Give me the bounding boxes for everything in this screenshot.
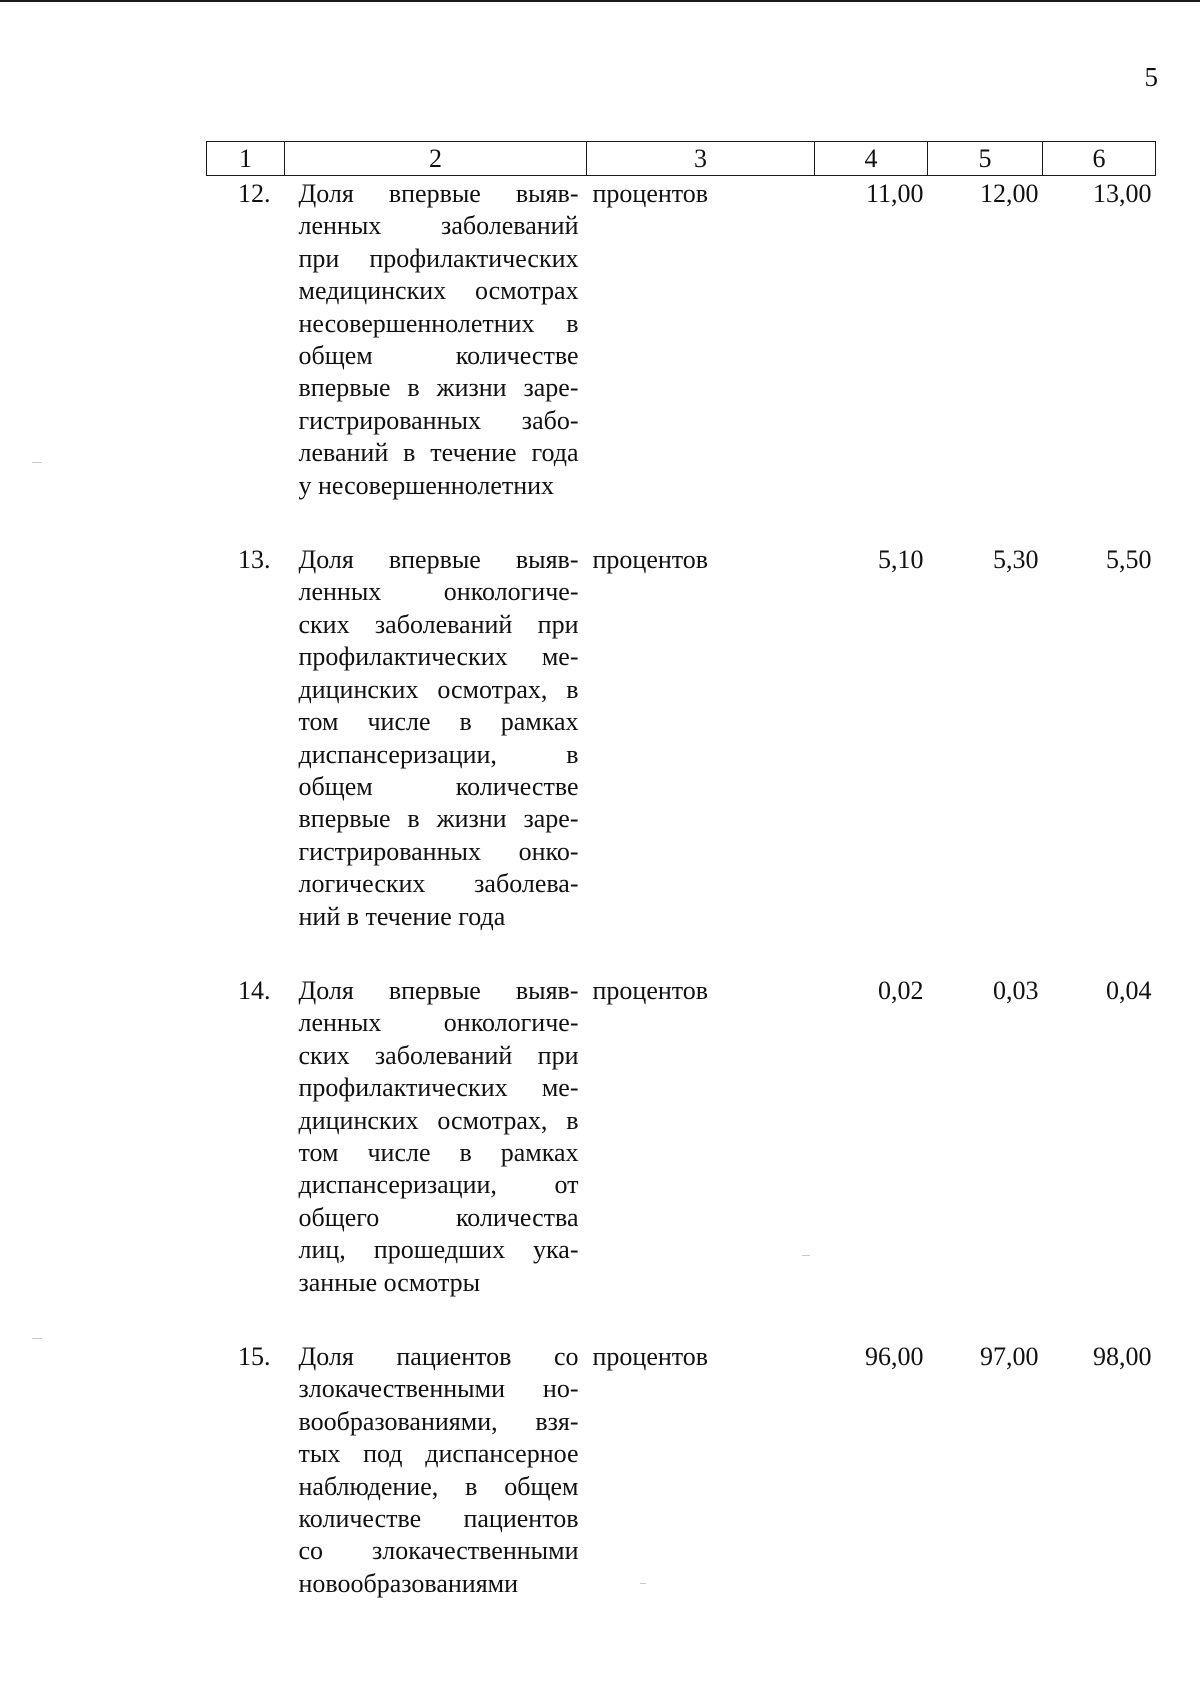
header-col-4: 4 — [815, 142, 928, 176]
header-row — [207, 142, 1156, 176]
description-line: новообразованиями — [298, 1568, 519, 1598]
header-col-5: 5 — [928, 142, 1043, 176]
description-line: Доля впервые выяв- — [298, 545, 579, 575]
description-line: со злокачественными — [298, 1536, 579, 1566]
description-line: логических заболева- — [298, 869, 579, 899]
row-value-col-4: 96,00 — [865, 1342, 924, 1371]
row-unit: процентов — [592, 179, 709, 208]
description-line: ленных онкологиче- — [298, 577, 579, 607]
scan-speck — [32, 462, 42, 463]
row-value-col-6: 0,04 — [1106, 975, 1152, 1005]
row-description — [285, 176, 587, 543]
scan-speck — [32, 1338, 42, 1339]
table-row — [207, 542, 1156, 973]
row-value-col-5: 5,30 — [993, 545, 1039, 575]
row-unit: процентов — [592, 975, 709, 1005]
row-unit: процентов — [592, 545, 709, 575]
description-line: Доля впервые выяв- — [298, 975, 579, 1005]
description-line: наблюдение, в общем — [298, 1471, 579, 1501]
table-body — [207, 176, 1156, 1601]
row-value-col-6: 13,00 — [1093, 179, 1152, 208]
description-line: у несовершеннолетних — [298, 470, 555, 500]
table-row — [207, 1339, 1156, 1600]
description-line: количестве пациентов — [298, 1504, 579, 1534]
row-description — [285, 1339, 587, 1600]
description-line: тых под диспансерное — [298, 1439, 579, 1469]
table-header — [207, 142, 1156, 176]
table-row — [207, 176, 1156, 543]
description-line: диспансеризации, от — [298, 1170, 579, 1200]
row-value-col-6: 5,50 — [1106, 545, 1152, 575]
description-line: злокачественными но- — [298, 1374, 579, 1404]
description-line: ний в течение года — [298, 901, 506, 931]
indicators-table — [206, 141, 1156, 1600]
description-line: ских заболеваний при — [298, 1040, 579, 1070]
description-line: общем количестве — [298, 341, 579, 371]
description-line: медицинских осмотрах — [298, 276, 579, 306]
description-line: при профилактических — [298, 243, 579, 273]
description-line: ских заболеваний при — [298, 609, 579, 639]
description-line: впервые в жизни заре- — [298, 804, 579, 834]
page-top-edge — [0, 0, 1200, 2]
description-line: лиц, прошедших ука- — [298, 1235, 579, 1265]
row-value-col-5: 0,03 — [993, 975, 1039, 1005]
scan-speck — [802, 1255, 810, 1256]
description-line: том числе в рамках — [298, 707, 579, 737]
description-line: Доля впервые выяв- — [298, 179, 579, 208]
description-line: дицинских осмотрах, в — [298, 674, 579, 704]
row-value-col-5: 12,00 — [980, 179, 1039, 208]
description-line: леваний в течение года — [298, 438, 579, 468]
header-col-3: 3 — [587, 142, 815, 176]
row-number: 13. — [238, 545, 271, 575]
row-number: 15. — [238, 1342, 271, 1371]
header-col-1: 1 — [207, 142, 285, 176]
scan-speck — [640, 1583, 646, 1584]
description-line: гистрированных забо- — [298, 405, 579, 435]
description-line: общего количества — [298, 1202, 579, 1232]
row-description — [285, 973, 587, 1339]
description-line: профилактических ме- — [298, 1073, 579, 1103]
table-row — [207, 973, 1156, 1339]
description-line: гистрированных онко- — [298, 836, 579, 866]
description-line: Доля пациентов со — [298, 1342, 579, 1371]
row-description — [285, 542, 587, 973]
page-number: 5 — [1144, 62, 1158, 92]
row-value-col-4: 5,10 — [878, 545, 924, 575]
row-value-col-4: 11,00 — [865, 179, 924, 208]
header-col-2: 2 — [285, 142, 587, 176]
description-line: несовершеннолетних в — [298, 308, 579, 338]
description-line: вообразованиями, взя- — [298, 1406, 579, 1436]
description-line: диспансеризации, в — [298, 739, 579, 769]
description-line: занные осмотры — [298, 1267, 481, 1297]
row-value-col-6: 98,00 — [1093, 1342, 1152, 1371]
row-unit: процентов — [592, 1342, 709, 1371]
description-line: дицинских осмотрах, в — [298, 1105, 579, 1135]
description-line: ленных заболеваний — [298, 211, 579, 241]
description-line: впервые в жизни заре- — [298, 373, 579, 403]
row-number: 14. — [238, 975, 271, 1005]
description-line: ленных онкологиче- — [298, 1008, 579, 1038]
header-col-6: 6 — [1043, 142, 1156, 176]
row-value-col-5: 97,00 — [980, 1342, 1039, 1371]
description-line: профилактических ме- — [298, 642, 579, 672]
row-value-col-4: 0,02 — [878, 975, 924, 1005]
description-line: том числе в рамках — [298, 1137, 579, 1167]
description-line: общем количестве — [298, 771, 579, 801]
row-number: 12. — [238, 179, 271, 208]
